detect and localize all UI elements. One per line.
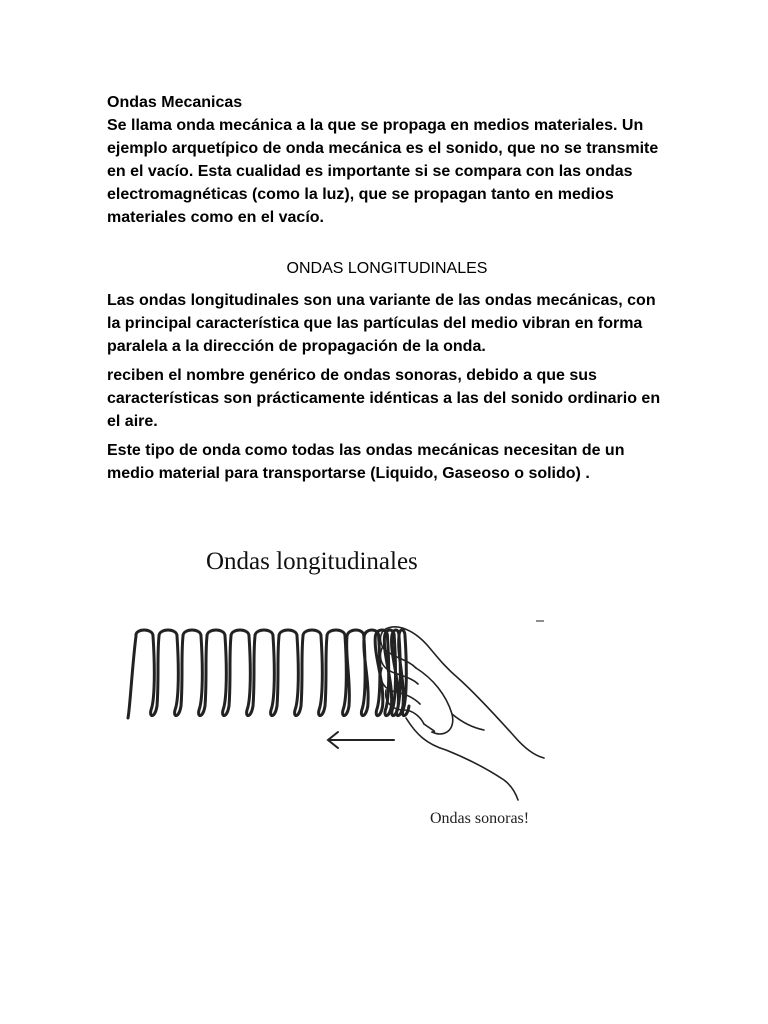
spring-coil-icon xyxy=(128,630,409,718)
paragraph-medium: Este tipo de onda como todas las ondas mecánicas necesitan de un medio material para transportarse (Liquido, Gaseoso o solido) . xyxy=(107,442,625,482)
longitudinal-wave-figure xyxy=(116,518,556,838)
paragraph-definition: Las ondas longitudinales son una variante de las ondas mecánicas, con la principal característica que las partículas del medio vibran en forma paralela a la dirección de propagación de la onda. xyxy=(107,292,656,355)
figure-title: Ondas longitudinales xyxy=(206,548,418,575)
arrow-left-icon xyxy=(328,732,394,748)
section-title: Ondas Mecanicas xyxy=(107,94,243,111)
figure-illustration xyxy=(116,518,556,838)
paragraph-sound-waves: reciben el nombre genérico de ondas sonoras, debido a que sus características son prácticamente idénticas a las del sonido ordinario en el aire. xyxy=(107,367,661,430)
section-mechanical-waves xyxy=(107,91,667,229)
section-longitudinal-waves xyxy=(107,289,667,491)
section-paragraph: Se llama onda mecánica a la que se propaga en medios materiales. Un ejemplo arquetípico de onda mecánica es el sonido, que no se transmite en el vacío. Esta cualidad es importante si se compara con las ondas electromagnéticas (como la luz), que se propagan tanto en medios materiales como en el vacío. xyxy=(107,117,659,226)
figure-caption: Ondas sonoras! xyxy=(430,810,530,827)
longitudinal-waves-heading: ONDAS LONGITUDINALES xyxy=(286,260,488,277)
